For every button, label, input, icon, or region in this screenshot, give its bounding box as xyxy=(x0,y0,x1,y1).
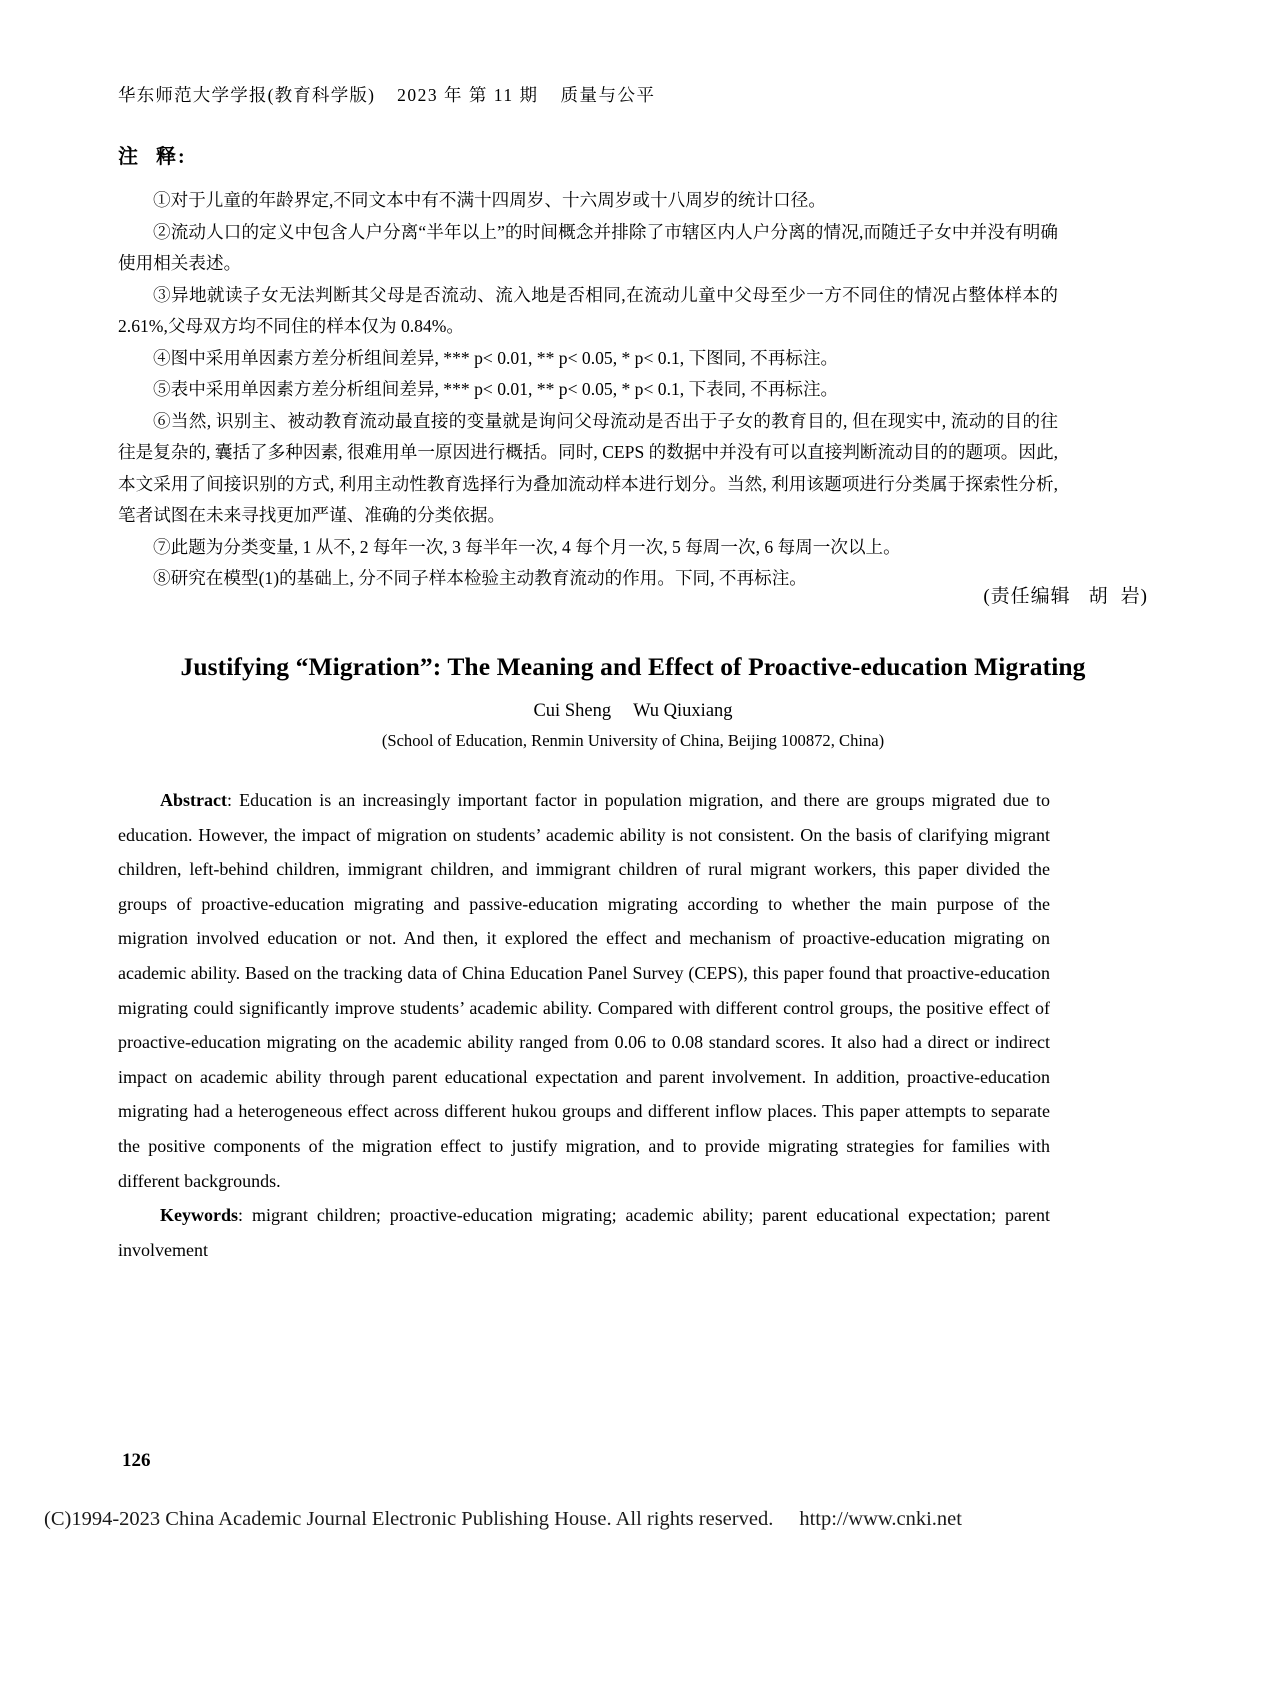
running-head xyxy=(118,82,656,107)
author-name-first: Cui Sheng xyxy=(533,701,612,721)
note-item: ④图中采用单因素方差分析组间差异, *** p< 0.01, ** p< 0.05, * p< 0.1, 下图同, 不再标注。 xyxy=(153,347,839,368)
english-title: Justifying “Migration”: The Meaning and Effect of Proactive-education Migrating xyxy=(180,652,1086,681)
notes-section-heading xyxy=(118,140,187,169)
abstract-label-colon: : xyxy=(226,790,232,810)
responsible-editor xyxy=(983,581,1148,608)
author-name-second: Wu Qiuxiang xyxy=(633,701,733,721)
copyright-text: (C)1994-2023 China Academic Journal Electronic Publishing House. All rights reserved. xyxy=(44,1508,774,1530)
note-item: ③异地就读子女无法判断其父母是否流动、流入地是否相同,在流动儿童中父母至少一方不同住的情况占整体样本的 2.61%,父母双方均不同住的样本仅为 0.84%。 xyxy=(118,284,1058,336)
editor-name-surname: 胡 xyxy=(1088,586,1109,607)
note-item: ⑤表中采用单因素方差分析组间差异, *** p< 0.01, ** p< 0.05, * p< 0.1, 下表同, 不再标注。 xyxy=(153,379,839,399)
english-affiliation: (School of Education, Renmin University of China, Beijing 100872, China) xyxy=(381,731,885,750)
cnki-copyright-footer xyxy=(44,1508,1144,1531)
note-item: ⑥当然, 识别主、被动教育流动最直接的变量就是询问父母流动是否出于子女的教育目的, 但在现实中, 流动的目的往往是复杂的, 囊括了多种因素, 很难用单一原因进行概括。同时, CEPS 的数据中并没有可以直接判断流动目的的题项。因此, 本文采用了间接识别的方式, 利用主动性教育选择行为叠加流动样本进行划分。当然, 利用该题项进行分类属于探索性分析, 笔者试图在未来寻找更加严谨、准确的分类依据。 xyxy=(118,410,1058,525)
page-number: 126 xyxy=(122,1450,151,1471)
note-item: ⑧研究在模型(1)的基础上, 分不同子样本检验主动教育流动的作用。下同, 不再标注。 xyxy=(153,568,807,588)
english-abstract-block xyxy=(118,783,1050,1267)
abstract-label: Abstract xyxy=(160,790,227,810)
abstract-text: Education is an increasingly important factor in population migration, and there are groups migrated due to education. However, the impact of migration on students’ academic ability is not consistent. On the basis of clarifying migrant children, left-behind children, immigrant children, and immigrant children of rural migrant workers, this paper divided the groups of proactive-education migrating and passive-education migrating according to whether the main purpose of the migration involved education or not. And then, it explored the effect and mechanism of proactive-education migrating on academic ability. Based on the tracking data of China Education Panel Survey (CEPS), this paper found that proactive-education migrating could significantly improve students’ academic ability. Compared with different control groups, the positive effect of proactive-education migrating on the academic ability ranged from 0.06 to 0.08 standard scores. It also had a direct or indirect impact on academic ability through parent educational expectation and parent involvement. In addition, proactive-education migrating had a heterogeneous effect across different hukou groups and different inflow places. This paper attempts to separate the positive components of the migration effect to justify migration, and to provide migrating strategies for families with different backgrounds. xyxy=(118,790,1050,1191)
keywords-label: Keywords xyxy=(160,1205,238,1226)
abstract-paragraph xyxy=(118,783,1050,1198)
running-head-column: 质量与公平 xyxy=(560,85,656,105)
notes-heading-right: 释: xyxy=(156,146,187,168)
keywords-text: migrant children; proactive-education migrating; academic ability; parent educational expectation; parent involvement xyxy=(118,1205,1050,1260)
note-item: ①对于儿童的年龄界定,不同文本中有不满十四周岁、十六周岁或十八周岁的统计口径。 xyxy=(153,190,826,210)
note-item: ⑦此题为分类变量, 1 从不, 2 每年一次, 3 每半年一次, 4 每个月一次, 5 每周一次, 6 每周一次以上。 xyxy=(153,536,901,557)
running-head-issue: 2023 年 第 11 期 xyxy=(397,85,539,105)
note-item: ②流动人口的定义中包含人户分离“半年以上”的时间概念并排除了市辖区内人户分离的情况,而随迁子女中并没有明确使用相关表述。 xyxy=(118,221,1058,273)
running-head-journal: 华东师范大学学报(教育科学版) xyxy=(118,85,376,105)
keywords-paragraph xyxy=(118,1198,1050,1267)
editor-label: (责任编辑 xyxy=(983,586,1071,607)
editor-name-given: 岩) xyxy=(1120,586,1148,607)
notes-list xyxy=(118,185,1058,595)
notes-heading-left: 注 xyxy=(118,146,140,168)
keywords-label-colon: : xyxy=(238,1205,244,1226)
cnki-url: http://www.cnki.net xyxy=(799,1508,962,1530)
english-authors xyxy=(95,701,1171,722)
